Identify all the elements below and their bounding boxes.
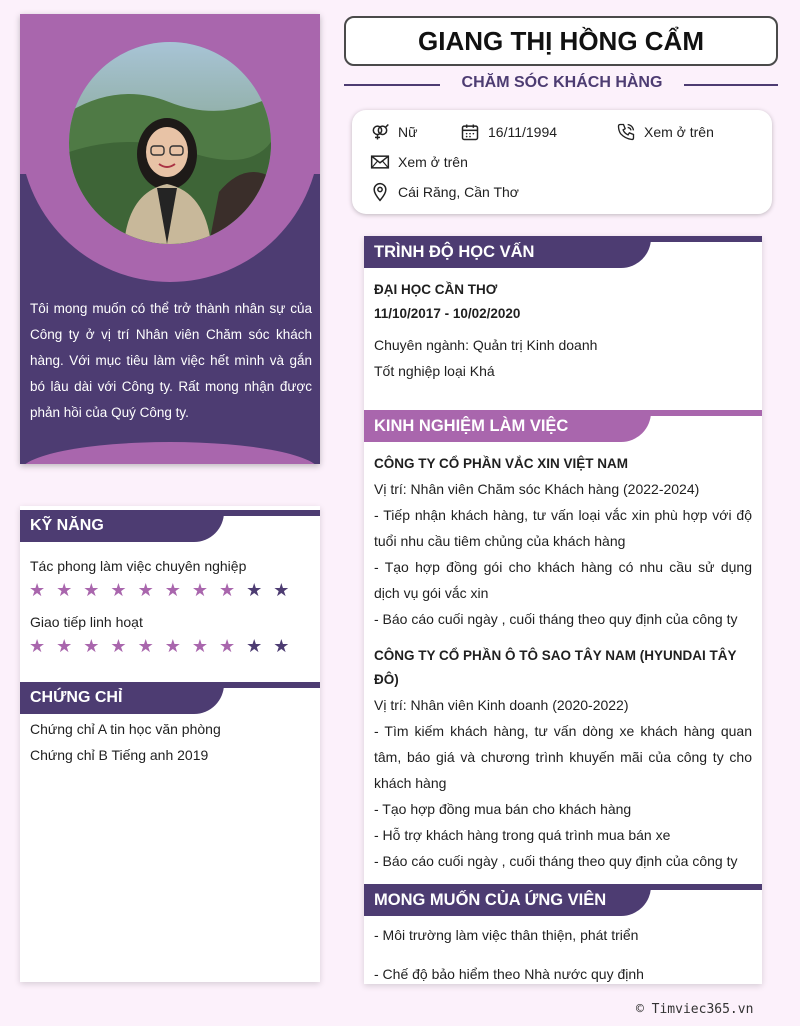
star-icon: ★ <box>218 580 236 600</box>
star-icon: ★ <box>218 636 236 656</box>
title-divider-right <box>684 84 778 86</box>
candidate-name: GIANG THỊ HỒNG CẨM <box>344 16 778 66</box>
location-icon <box>370 182 390 202</box>
skill-rating <box>20 580 320 600</box>
copyright-footer: © Timviec365.vn <box>636 1002 754 1017</box>
experience-body <box>364 452 762 874</box>
star-icon: ★ <box>164 580 181 600</box>
star-icon: ★ <box>56 636 73 656</box>
skill-rating <box>20 636 320 656</box>
experience-heading: KINH NGHIỆM LÀM VIỆC <box>364 410 651 442</box>
contact-gender <box>370 122 417 142</box>
education-major: Chuyên ngành: Quản trị Kinh doanh <box>374 337 598 353</box>
certificate-item: Chứng chỉ A tin học văn phòng <box>30 721 221 737</box>
star-icon: ★ <box>164 636 181 656</box>
star-icon: ★ <box>191 636 208 656</box>
job-position: Vị trí: Nhân viên Chăm sóc Khách hàng (2022-2024) <box>374 481 700 497</box>
birthday-value: 16/11/1994 <box>488 124 558 140</box>
wishes-header <box>364 884 762 916</box>
contact-box <box>352 110 772 214</box>
education-header <box>364 236 762 268</box>
address-value: Cái Răng, Cần Thơ <box>398 184 519 200</box>
star-icon: ★ <box>110 636 127 656</box>
skills-card <box>20 506 320 982</box>
gender-value: Nữ <box>398 124 418 140</box>
star-icon: ★ <box>83 636 100 656</box>
certificates-header <box>20 678 320 714</box>
certificates-heading: CHỨNG CHỈ <box>20 682 224 714</box>
profile-card <box>20 14 320 464</box>
star-icon: ★ <box>273 636 290 656</box>
title-divider-left <box>344 84 440 86</box>
school-name: ĐẠI HỌC CẦN THƠ <box>374 282 498 297</box>
star-icon: ★ <box>246 580 263 600</box>
education-heading: TRÌNH ĐỘ HỌC VẤN <box>364 236 651 268</box>
calendar-icon <box>460 122 480 142</box>
mail-icon <box>370 152 390 172</box>
skills-heading: KỸ NĂNG <box>20 510 224 542</box>
star-icon: ★ <box>191 580 208 600</box>
job-task: - Tạo hợp đồng mua bán cho khách hàng <box>374 801 632 817</box>
star-icon: ★ <box>137 636 154 656</box>
star-icon: ★ <box>56 580 73 600</box>
gender-icon <box>370 122 390 142</box>
job-position: Vị trí: Nhân viên Kinh doanh (2020-2022) <box>374 697 629 713</box>
star-icon: ★ <box>110 580 127 600</box>
star-icon: ★ <box>273 580 290 600</box>
avatar <box>69 42 271 244</box>
education-grade: Tốt nghiệp loại Khá <box>374 363 495 379</box>
contact-phone <box>616 122 714 142</box>
wishes-body <box>364 922 762 987</box>
phone-icon <box>616 122 636 142</box>
contact-address <box>370 182 519 202</box>
job-task: - Tiếp nhận khách hàng, tư vấn loại vắc xin phù hợp với độ tuổi nhu cầu tiêm chủng của khách hàng <box>374 507 752 549</box>
email-value: Xem ở trên <box>398 154 468 170</box>
certificate-item: Chứng chỉ B Tiếng anh 2019 <box>30 747 209 763</box>
job-task: - Hỗ trợ khách hàng trong quá trình mua bán xe <box>374 827 671 843</box>
job-title: CHĂM SÓC KHÁCH HÀNG <box>461 74 663 91</box>
education-body <box>364 278 762 384</box>
star-icon: ★ <box>29 636 46 656</box>
career-objective: Tôi mong muốn có thể trở thành nhân sự của Công ty ở vị trí Nhân viên Chăm sóc khách hàng. Với mục tiêu làm việc hết mình và gắn bó lâu dài với Công ty. Rất mong nhận được phản hồi của Quý Công ty. <box>30 301 312 420</box>
profile-bottom-arc <box>20 442 320 464</box>
wishes-heading: MONG MUỐN CỦA ỨNG VIÊN <box>364 884 651 916</box>
job-task: - Tạo hợp đồng gói cho khách hàng có nhu cầu sử dụng dịch vụ gói vắc xin <box>374 559 752 601</box>
experience-header <box>364 410 762 442</box>
wish-item: - Môi trường làm việc thân thiện, phát triển <box>374 927 639 943</box>
contact-birthday <box>460 122 557 142</box>
skill-name: Giao tiếp linh hoạt <box>30 614 143 630</box>
job-task: - Báo cáo cuối ngày , cuối tháng theo quy định của công ty <box>374 853 738 869</box>
job-task: - Báo cáo cuối ngày , cuối tháng theo quy định của công ty <box>374 611 738 627</box>
wish-item: - Chế độ bảo hiểm theo Nhà nước quy định <box>374 966 644 982</box>
phone-value: Xem ở trên <box>644 124 714 140</box>
star-icon: ★ <box>83 580 100 600</box>
company-name: CÔNG TY CỔ PHẦN Ô TÔ SAO TÂY NAM (HYUNDAI TÂY ĐÔ) <box>374 648 737 687</box>
star-icon: ★ <box>137 580 154 600</box>
contact-email <box>370 152 468 172</box>
star-icon: ★ <box>246 636 263 656</box>
skill-name: Tác phong làm việc chuyên nghiệp <box>30 558 247 574</box>
company-name: CÔNG TY CỔ PHẦN VẮC XIN VIỆT NAM <box>374 456 629 471</box>
main-content-card <box>364 236 762 984</box>
study-period: 11/10/2017 - 10/02/2020 <box>374 306 521 321</box>
job-task: - Tìm kiếm khách hàng, tư vấn dòng xe khách hàng quan tâm, báo giá và chương trình khuyến mãi của công ty cho khách hàng <box>374 723 752 791</box>
skills-header <box>20 506 320 542</box>
star-icon: ★ <box>29 580 46 600</box>
